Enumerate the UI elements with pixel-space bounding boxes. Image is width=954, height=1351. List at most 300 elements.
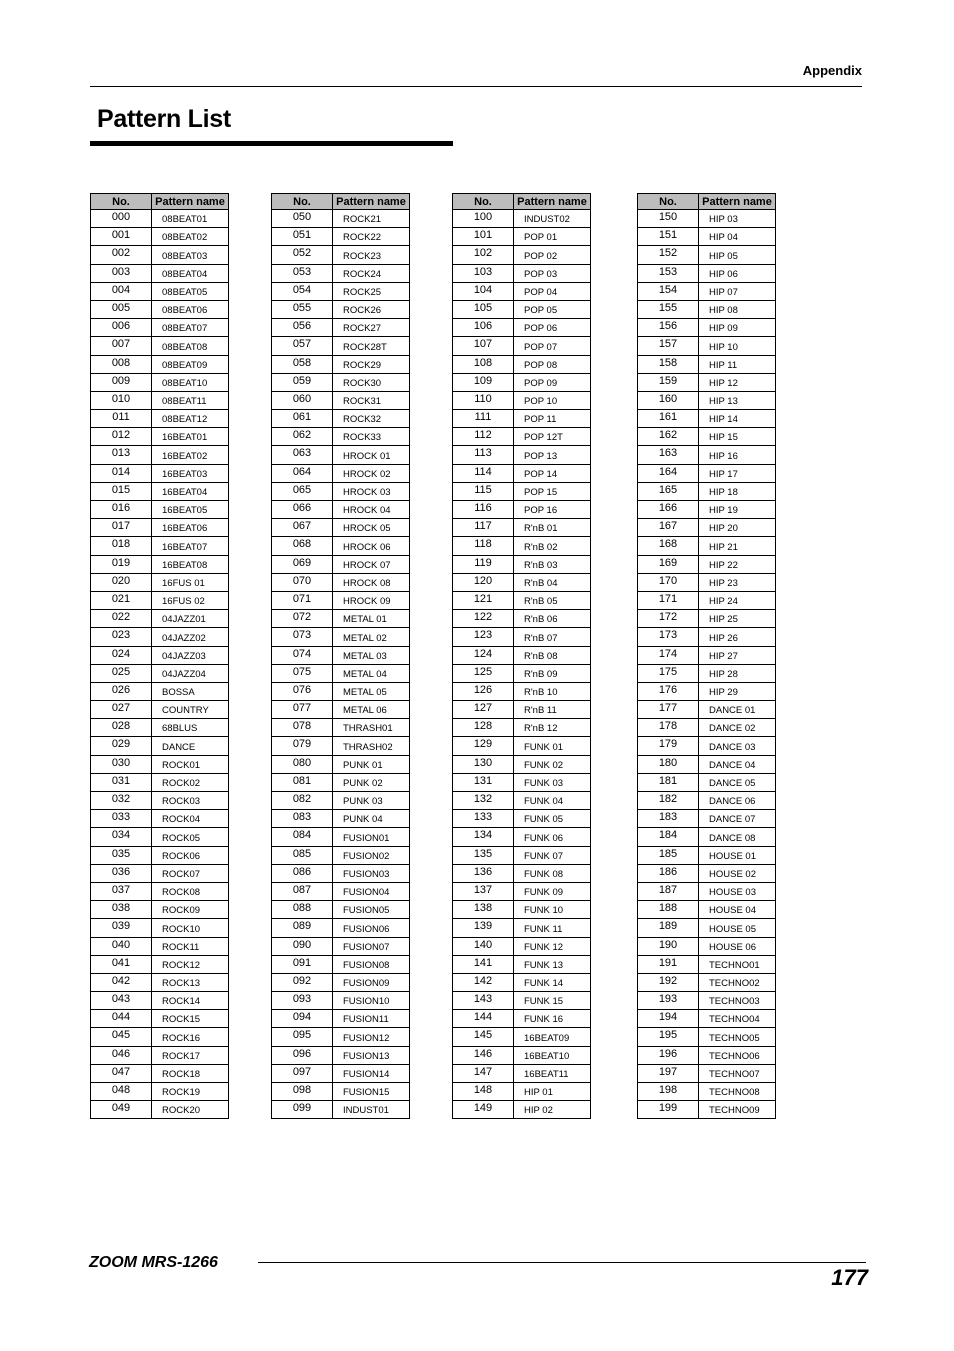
table-row [272,646,410,664]
table-row [272,1046,410,1064]
table-row [91,1046,229,1064]
pattern-number: 090 [272,937,333,955]
pattern-number: 160 [638,391,699,409]
pattern-number: 019 [91,555,152,573]
table-row [638,391,776,409]
table-row [638,501,776,519]
table-row [638,628,776,646]
pattern-name: HROCK 02 [333,464,410,482]
table-row [272,555,410,573]
pattern-name: FUNK 02 [514,755,591,773]
pattern-number: 059 [272,373,333,391]
table-row [91,1083,229,1101]
pattern-number: 032 [91,792,152,810]
pattern-number: 073 [272,628,333,646]
table-row [91,846,229,864]
table-row [453,937,591,955]
pattern-table-100-149 [452,193,591,1119]
pattern-name: ROCK06 [152,846,229,864]
table-row [91,373,229,391]
pattern-name: R'nB 09 [514,664,591,682]
table-row [453,828,591,846]
table-row [638,610,776,628]
pattern-number: 091 [272,955,333,973]
pattern-name: ROCK15 [152,1010,229,1028]
pattern-number: 111 [453,410,514,428]
pattern-number: 121 [453,591,514,609]
table-row [453,755,591,773]
pattern-number: 136 [453,864,514,882]
pattern-name: ROCK13 [152,973,229,991]
pattern-name: ROCK24 [333,264,410,282]
pattern-number: 042 [91,973,152,991]
pattern-number: 147 [453,1064,514,1082]
table-row [272,246,410,264]
pattern-table-150-199 [637,193,776,1119]
pattern-number: 046 [91,1046,152,1064]
table-row [272,919,410,937]
table-row [91,519,229,537]
pattern-number: 198 [638,1083,699,1101]
table-row [272,228,410,246]
pattern-name: HROCK 04 [333,501,410,519]
table-row [453,719,591,737]
table-row [272,300,410,318]
table-row [453,1010,591,1028]
pattern-number: 017 [91,519,152,537]
pattern-name: 08BEAT11 [152,391,229,409]
table-row [453,773,591,791]
pattern-name: FUSION14 [333,1064,410,1082]
pattern-name: 16BEAT08 [152,555,229,573]
pattern-number: 186 [638,864,699,882]
pattern-number: 124 [453,646,514,664]
pattern-name: HIP 21 [699,537,776,555]
pattern-name: POP 12T [514,428,591,446]
table-row [453,355,591,373]
table-row [91,391,229,409]
pattern-number: 196 [638,1046,699,1064]
table-row [272,446,410,464]
pattern-name: HIP 03 [699,210,776,228]
pattern-name: POP 07 [514,337,591,355]
pattern-number: 096 [272,1046,333,1064]
pattern-name: FUSION15 [333,1083,410,1101]
pattern-number: 047 [91,1064,152,1082]
pattern-name: 04JAZZ02 [152,628,229,646]
pattern-name: 08BEAT08 [152,337,229,355]
table-row [453,1064,591,1082]
pattern-name: DANCE 07 [699,810,776,828]
pattern-name: 04JAZZ04 [152,664,229,682]
table-row [272,828,410,846]
pattern-number: 088 [272,901,333,919]
table-row [638,664,776,682]
table-row [638,955,776,973]
table-row [453,391,591,409]
table-row [272,628,410,646]
pattern-name: ROCK31 [333,391,410,409]
pattern-number: 054 [272,282,333,300]
table-row [272,610,410,628]
pattern-number: 051 [272,228,333,246]
pattern-number: 026 [91,682,152,700]
table-row [91,737,229,755]
table-row [453,864,591,882]
pattern-name: ROCK19 [152,1083,229,1101]
table-row [453,319,591,337]
table-row [638,919,776,937]
pattern-number: 086 [272,864,333,882]
pattern-number: 171 [638,591,699,609]
pattern-number: 195 [638,1028,699,1046]
pattern-number: 127 [453,701,514,719]
table-row [638,591,776,609]
table-row [638,282,776,300]
pattern-name: FUSION09 [333,973,410,991]
pattern-number: 138 [453,901,514,919]
pattern-number: 097 [272,1064,333,1082]
pattern-name: INDUST02 [514,210,591,228]
table-row [272,792,410,810]
pattern-name: THRASH01 [333,719,410,737]
table-row [453,628,591,646]
pattern-name: 08BEAT02 [152,228,229,246]
pattern-name: ROCK08 [152,882,229,900]
pattern-number: 043 [91,992,152,1010]
pattern-name: METAL 05 [333,682,410,700]
pattern-name: R'nB 06 [514,610,591,628]
table-row [638,300,776,318]
table-row [638,537,776,555]
table-row [272,337,410,355]
pattern-name: FUSION02 [333,846,410,864]
table-row [272,428,410,446]
pattern-number: 141 [453,955,514,973]
pattern-number: 067 [272,519,333,537]
table-row [453,955,591,973]
pattern-number: 150 [638,210,699,228]
pattern-number: 102 [453,246,514,264]
pattern-name: ROCK26 [333,300,410,318]
pattern-name: 16BEAT05 [152,501,229,519]
table-row [638,228,776,246]
pattern-number: 069 [272,555,333,573]
pattern-table-050-099 [271,193,410,1119]
table-row [272,410,410,428]
pattern-number: 182 [638,792,699,810]
pattern-name: 08BEAT05 [152,282,229,300]
column-header-pattern-name: Pattern name [514,194,591,210]
table-row [91,955,229,973]
table-row [91,882,229,900]
pattern-name: FUSION12 [333,1028,410,1046]
pattern-number: 079 [272,737,333,755]
table-row [638,1101,776,1119]
pattern-name: ROCK17 [152,1046,229,1064]
pattern-name: HIP 13 [699,391,776,409]
pattern-name: FUNK 14 [514,973,591,991]
pattern-name: METAL 06 [333,701,410,719]
pattern-name: FUSION03 [333,864,410,882]
table-row [453,901,591,919]
pattern-name: HIP 14 [699,410,776,428]
pattern-number: 181 [638,773,699,791]
table-row [638,992,776,1010]
pattern-name: ROCK18 [152,1064,229,1082]
pattern-number: 105 [453,300,514,318]
pattern-number: 164 [638,464,699,482]
pattern-name: 16BEAT10 [514,1046,591,1064]
pattern-number: 056 [272,319,333,337]
pattern-number: 076 [272,682,333,700]
pattern-name: METAL 02 [333,628,410,646]
pattern-number: 119 [453,555,514,573]
table-row [638,355,776,373]
pattern-number: 149 [453,1101,514,1119]
table-row [91,264,229,282]
table-row [453,337,591,355]
table-row [453,1028,591,1046]
pattern-name: HIP 02 [514,1101,591,1119]
table-row [91,501,229,519]
pattern-name: HIP 15 [699,428,776,446]
table-row [272,591,410,609]
pattern-name: POP 14 [514,464,591,482]
pattern-number: 064 [272,464,333,482]
pattern-number: 095 [272,1028,333,1046]
pattern-name: HROCK 05 [333,519,410,537]
pattern-number: 129 [453,737,514,755]
pattern-number: 125 [453,664,514,682]
pattern-name: R'nB 03 [514,555,591,573]
pattern-number: 123 [453,628,514,646]
pattern-number: 060 [272,391,333,409]
table-row [638,210,776,228]
table-row [638,792,776,810]
pattern-name: 16FUS 02 [152,591,229,609]
table-row [91,537,229,555]
pattern-name: HIP 16 [699,446,776,464]
pattern-name: HOUSE 04 [699,901,776,919]
pattern-name: HIP 27 [699,646,776,664]
pattern-number: 132 [453,792,514,810]
pattern-number: 193 [638,992,699,1010]
pattern-number: 006 [91,319,152,337]
table-row [453,701,591,719]
pattern-name: ROCK23 [333,246,410,264]
pattern-name: ROCK01 [152,755,229,773]
pattern-number: 016 [91,501,152,519]
pattern-name: HIP 04 [699,228,776,246]
pattern-name: FUNK 08 [514,864,591,882]
pattern-name: FUNK 01 [514,737,591,755]
pattern-name: HIP 28 [699,664,776,682]
pattern-number: 085 [272,846,333,864]
table-row [272,519,410,537]
pattern-name: POP 05 [514,300,591,318]
table-row [638,519,776,537]
pattern-name: ROCK28T [333,337,410,355]
pattern-name: FUSION04 [333,882,410,900]
pattern-number: 065 [272,482,333,500]
table-row [91,937,229,955]
table-row [638,973,776,991]
pattern-name: 08BEAT10 [152,373,229,391]
pattern-number: 157 [638,337,699,355]
pattern-number: 192 [638,973,699,991]
pattern-number: 061 [272,410,333,428]
pattern-number: 045 [91,1028,152,1046]
pattern-number: 163 [638,446,699,464]
pattern-name: HIP 23 [699,573,776,591]
pattern-number: 050 [272,210,333,228]
pattern-number: 066 [272,501,333,519]
pattern-name: TECHNO03 [699,992,776,1010]
table-row [272,373,410,391]
pattern-name: HIP 17 [699,464,776,482]
pattern-name: ROCK07 [152,864,229,882]
table-row [272,664,410,682]
column-header-number: No. [91,194,152,210]
pattern-name: HIP 24 [699,591,776,609]
pattern-number: 162 [638,428,699,446]
table-row [453,210,591,228]
table-row [272,1010,410,1028]
table-row [272,682,410,700]
pattern-number: 072 [272,610,333,628]
table-row [91,701,229,719]
pattern-number: 110 [453,391,514,409]
table-row [638,373,776,391]
pattern-number: 004 [91,282,152,300]
table-row [638,1046,776,1064]
pattern-name: HIP 11 [699,355,776,373]
pattern-name: 04JAZZ03 [152,646,229,664]
table-row [272,973,410,991]
section-label: Appendix [802,63,862,78]
pattern-number: 028 [91,719,152,737]
table-row [453,464,591,482]
pattern-name: 16BEAT07 [152,537,229,555]
pattern-number: 021 [91,591,152,609]
table-row [638,410,776,428]
pattern-name: POP 08 [514,355,591,373]
pattern-number: 185 [638,846,699,864]
pattern-number: 128 [453,719,514,737]
pattern-name: HIP 25 [699,610,776,628]
pattern-name: 16BEAT06 [152,519,229,537]
pattern-number: 172 [638,610,699,628]
pattern-name: HIP 01 [514,1083,591,1101]
pattern-name: THRASH02 [333,737,410,755]
table-row [272,955,410,973]
pattern-number: 077 [272,701,333,719]
table-row [453,882,591,900]
table-row [91,1028,229,1046]
pattern-number: 038 [91,901,152,919]
pattern-number: 093 [272,992,333,1010]
table-row [91,901,229,919]
pattern-number: 035 [91,846,152,864]
pattern-number: 030 [91,755,152,773]
table-row [453,428,591,446]
pattern-name: HROCK 03 [333,482,410,500]
pattern-number: 007 [91,337,152,355]
table-row [91,228,229,246]
page-number: 177 [831,1265,868,1290]
table-row [638,573,776,591]
table-row [91,464,229,482]
pattern-number: 133 [453,810,514,828]
table-row [91,992,229,1010]
table-row [453,1083,591,1101]
pattern-name: TECHNO09 [699,1101,776,1119]
pattern-name: 08BEAT09 [152,355,229,373]
pattern-name: HIP 19 [699,501,776,519]
header-divider [90,86,862,87]
pattern-name: FUNK 15 [514,992,591,1010]
pattern-number: 107 [453,337,514,355]
pattern-name: R'nB 08 [514,646,591,664]
pattern-name: TECHNO04 [699,1010,776,1028]
pattern-name: R'nB 07 [514,628,591,646]
pattern-number: 057 [272,337,333,355]
table-row [453,846,591,864]
pattern-number: 070 [272,573,333,591]
pattern-name: FUSION07 [333,937,410,955]
pattern-number: 169 [638,555,699,573]
pattern-number: 010 [91,391,152,409]
pattern-number: 000 [91,210,152,228]
pattern-name: ROCK03 [152,792,229,810]
pattern-number: 158 [638,355,699,373]
pattern-name: 08BEAT12 [152,410,229,428]
pattern-number: 175 [638,664,699,682]
table-row [272,355,410,373]
pattern-number: 183 [638,810,699,828]
pattern-number: 118 [453,537,514,555]
pattern-number: 063 [272,446,333,464]
table-row [91,755,229,773]
pattern-number: 161 [638,410,699,428]
pattern-name: FUNK 05 [514,810,591,828]
pattern-number: 174 [638,646,699,664]
pattern-number: 074 [272,646,333,664]
pattern-number: 025 [91,664,152,682]
pattern-number: 167 [638,519,699,537]
pattern-number: 135 [453,846,514,864]
pattern-number: 008 [91,355,152,373]
pattern-number: 094 [272,1010,333,1028]
table-row [91,792,229,810]
pattern-number: 071 [272,591,333,609]
pattern-name: ROCK32 [333,410,410,428]
table-row [91,664,229,682]
pattern-name: HIP 08 [699,300,776,318]
table-row [638,1064,776,1082]
pattern-name: 68BLUS [152,719,229,737]
pattern-number: 173 [638,628,699,646]
pattern-number: 024 [91,646,152,664]
table-row [272,810,410,828]
table-row [453,446,591,464]
pattern-number: 189 [638,919,699,937]
pattern-number: 137 [453,882,514,900]
pattern-name: HIP 18 [699,482,776,500]
pattern-name: FUNK 10 [514,901,591,919]
table-row [272,1064,410,1082]
